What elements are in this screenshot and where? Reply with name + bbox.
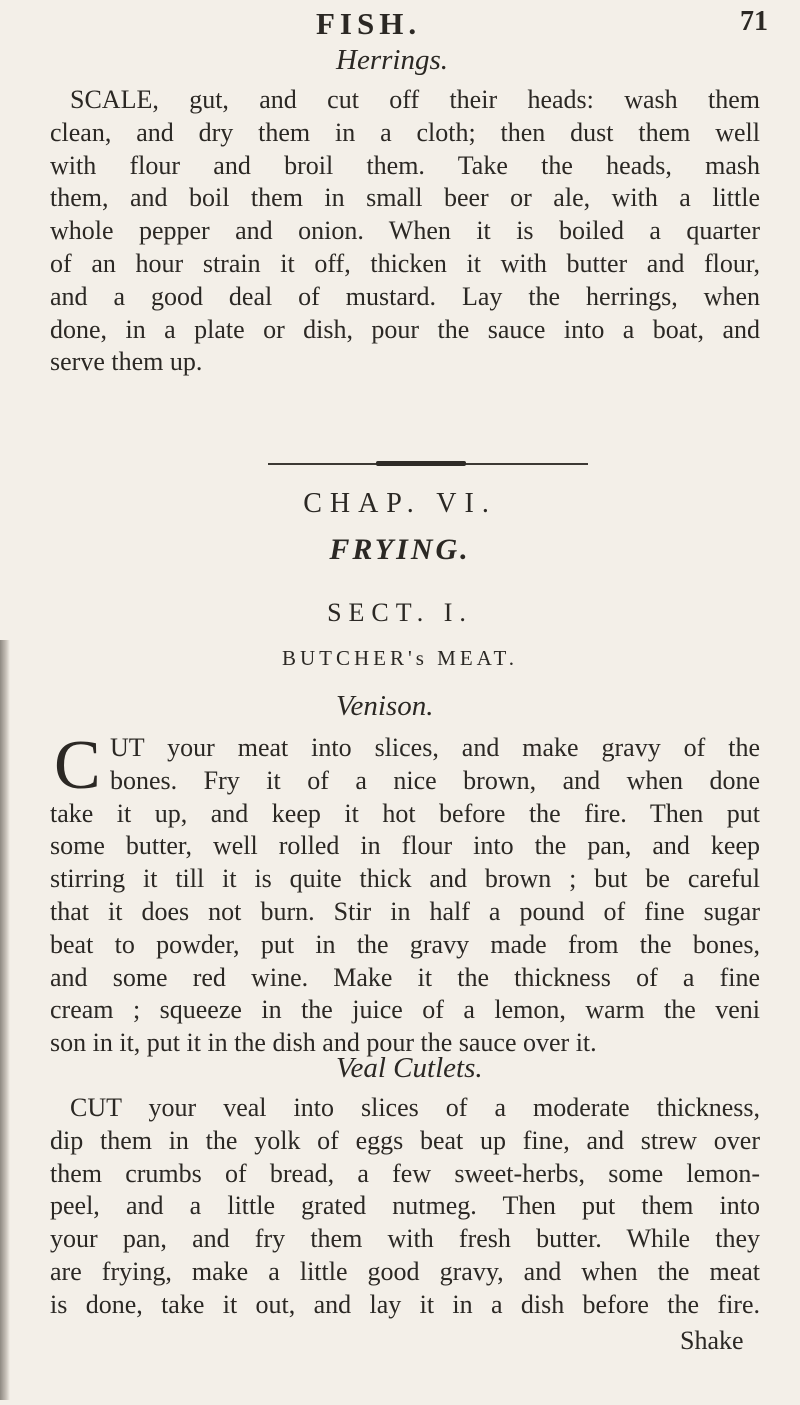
text-line: SCALE, gut, and cut off their heads: wash them — [70, 85, 760, 114]
text-line: serve them up. — [50, 347, 203, 377]
text-line: bones. Fry it of a nice brown, and when done — [110, 765, 760, 795]
text-line: peel, and a little grated nutmeg. Then put them into — [50, 1191, 760, 1221]
text-line: and a good deal of mustard. Lay the herrings, when — [50, 281, 760, 311]
section-divider-ornament — [376, 461, 466, 466]
veal-cutlets-paragraph — [50, 1092, 760, 1322]
herrings-heading: Herrings. — [336, 44, 448, 76]
chapter-number: CHAP. VI. — [303, 488, 497, 519]
veal-cutlets-heading: Veal Cutlets. — [336, 1052, 483, 1084]
text-line: UT your meat into slices, and make gravy of the — [110, 733, 760, 762]
text-line: them crumbs of bread, a few sweet-herbs, some lemon- — [50, 1158, 760, 1188]
text-line: your pan, and fry them with fresh butter. While they — [50, 1224, 760, 1254]
venison-paragraph — [50, 727, 760, 1060]
text-line: is done, take it out, and lay it in a dish before the fire. — [50, 1289, 760, 1319]
page-number: 71 — [740, 6, 768, 37]
chapter-title: FRYING. — [329, 533, 471, 566]
text-line: done, in a plate or dish, pour the sauce into a boat, and — [50, 314, 760, 344]
running-head-title: FISH. — [316, 6, 422, 41]
herrings-paragraph — [50, 84, 760, 379]
text-line: and some red wine. Make it the thickness of a fine — [50, 962, 760, 992]
text-line: some butter, well rolled in flour into the pan, and keep — [50, 831, 760, 861]
text-line: cream ; squeeze in the juice of a lemon, warm the veni — [50, 995, 760, 1025]
text-line: them, and boil them in small beer or ale, with a little — [50, 183, 760, 213]
drop-cap: C — [54, 727, 101, 804]
text-line: beat to powder, put in the gravy made from the bones, — [50, 929, 760, 959]
text-line: whole pepper and onion. When it is boiled a quarter — [50, 216, 760, 246]
text-line: dip them in the yolk of eggs beat up fine, and strew over — [50, 1125, 760, 1155]
section-title: BUTCHER's MEAT. — [281, 646, 519, 670]
text-line: with flour and broil them. Take the heads, mash — [50, 150, 760, 180]
text-line: take it up, and keep it hot before the fire. Then put — [50, 798, 760, 828]
text-line: of an hour strain it off, thicken it with butter and flour, — [50, 248, 760, 278]
text-line: son in it, put it in the dish and pour the sauce over it. — [50, 1028, 597, 1058]
text-line: are frying, make a little good gravy, and when the meat — [50, 1256, 760, 1286]
text-line: clean, and dry them in a cloth; then dust them well — [50, 117, 760, 147]
catchword: Shake — [680, 1326, 744, 1355]
running-head — [0, 6, 800, 46]
page-edge-shadow — [0, 640, 10, 1400]
text-line: stirring it till it is quite thick and brown ; but be careful — [50, 864, 760, 894]
section-number: SECT. I. — [327, 598, 473, 627]
text-line: that it does not burn. Stir in half a pound of fine sugar — [50, 896, 760, 926]
venison-heading: Venison. — [336, 690, 434, 722]
text-line: CUT your veal into slices of a moderate thickness, — [70, 1093, 760, 1122]
